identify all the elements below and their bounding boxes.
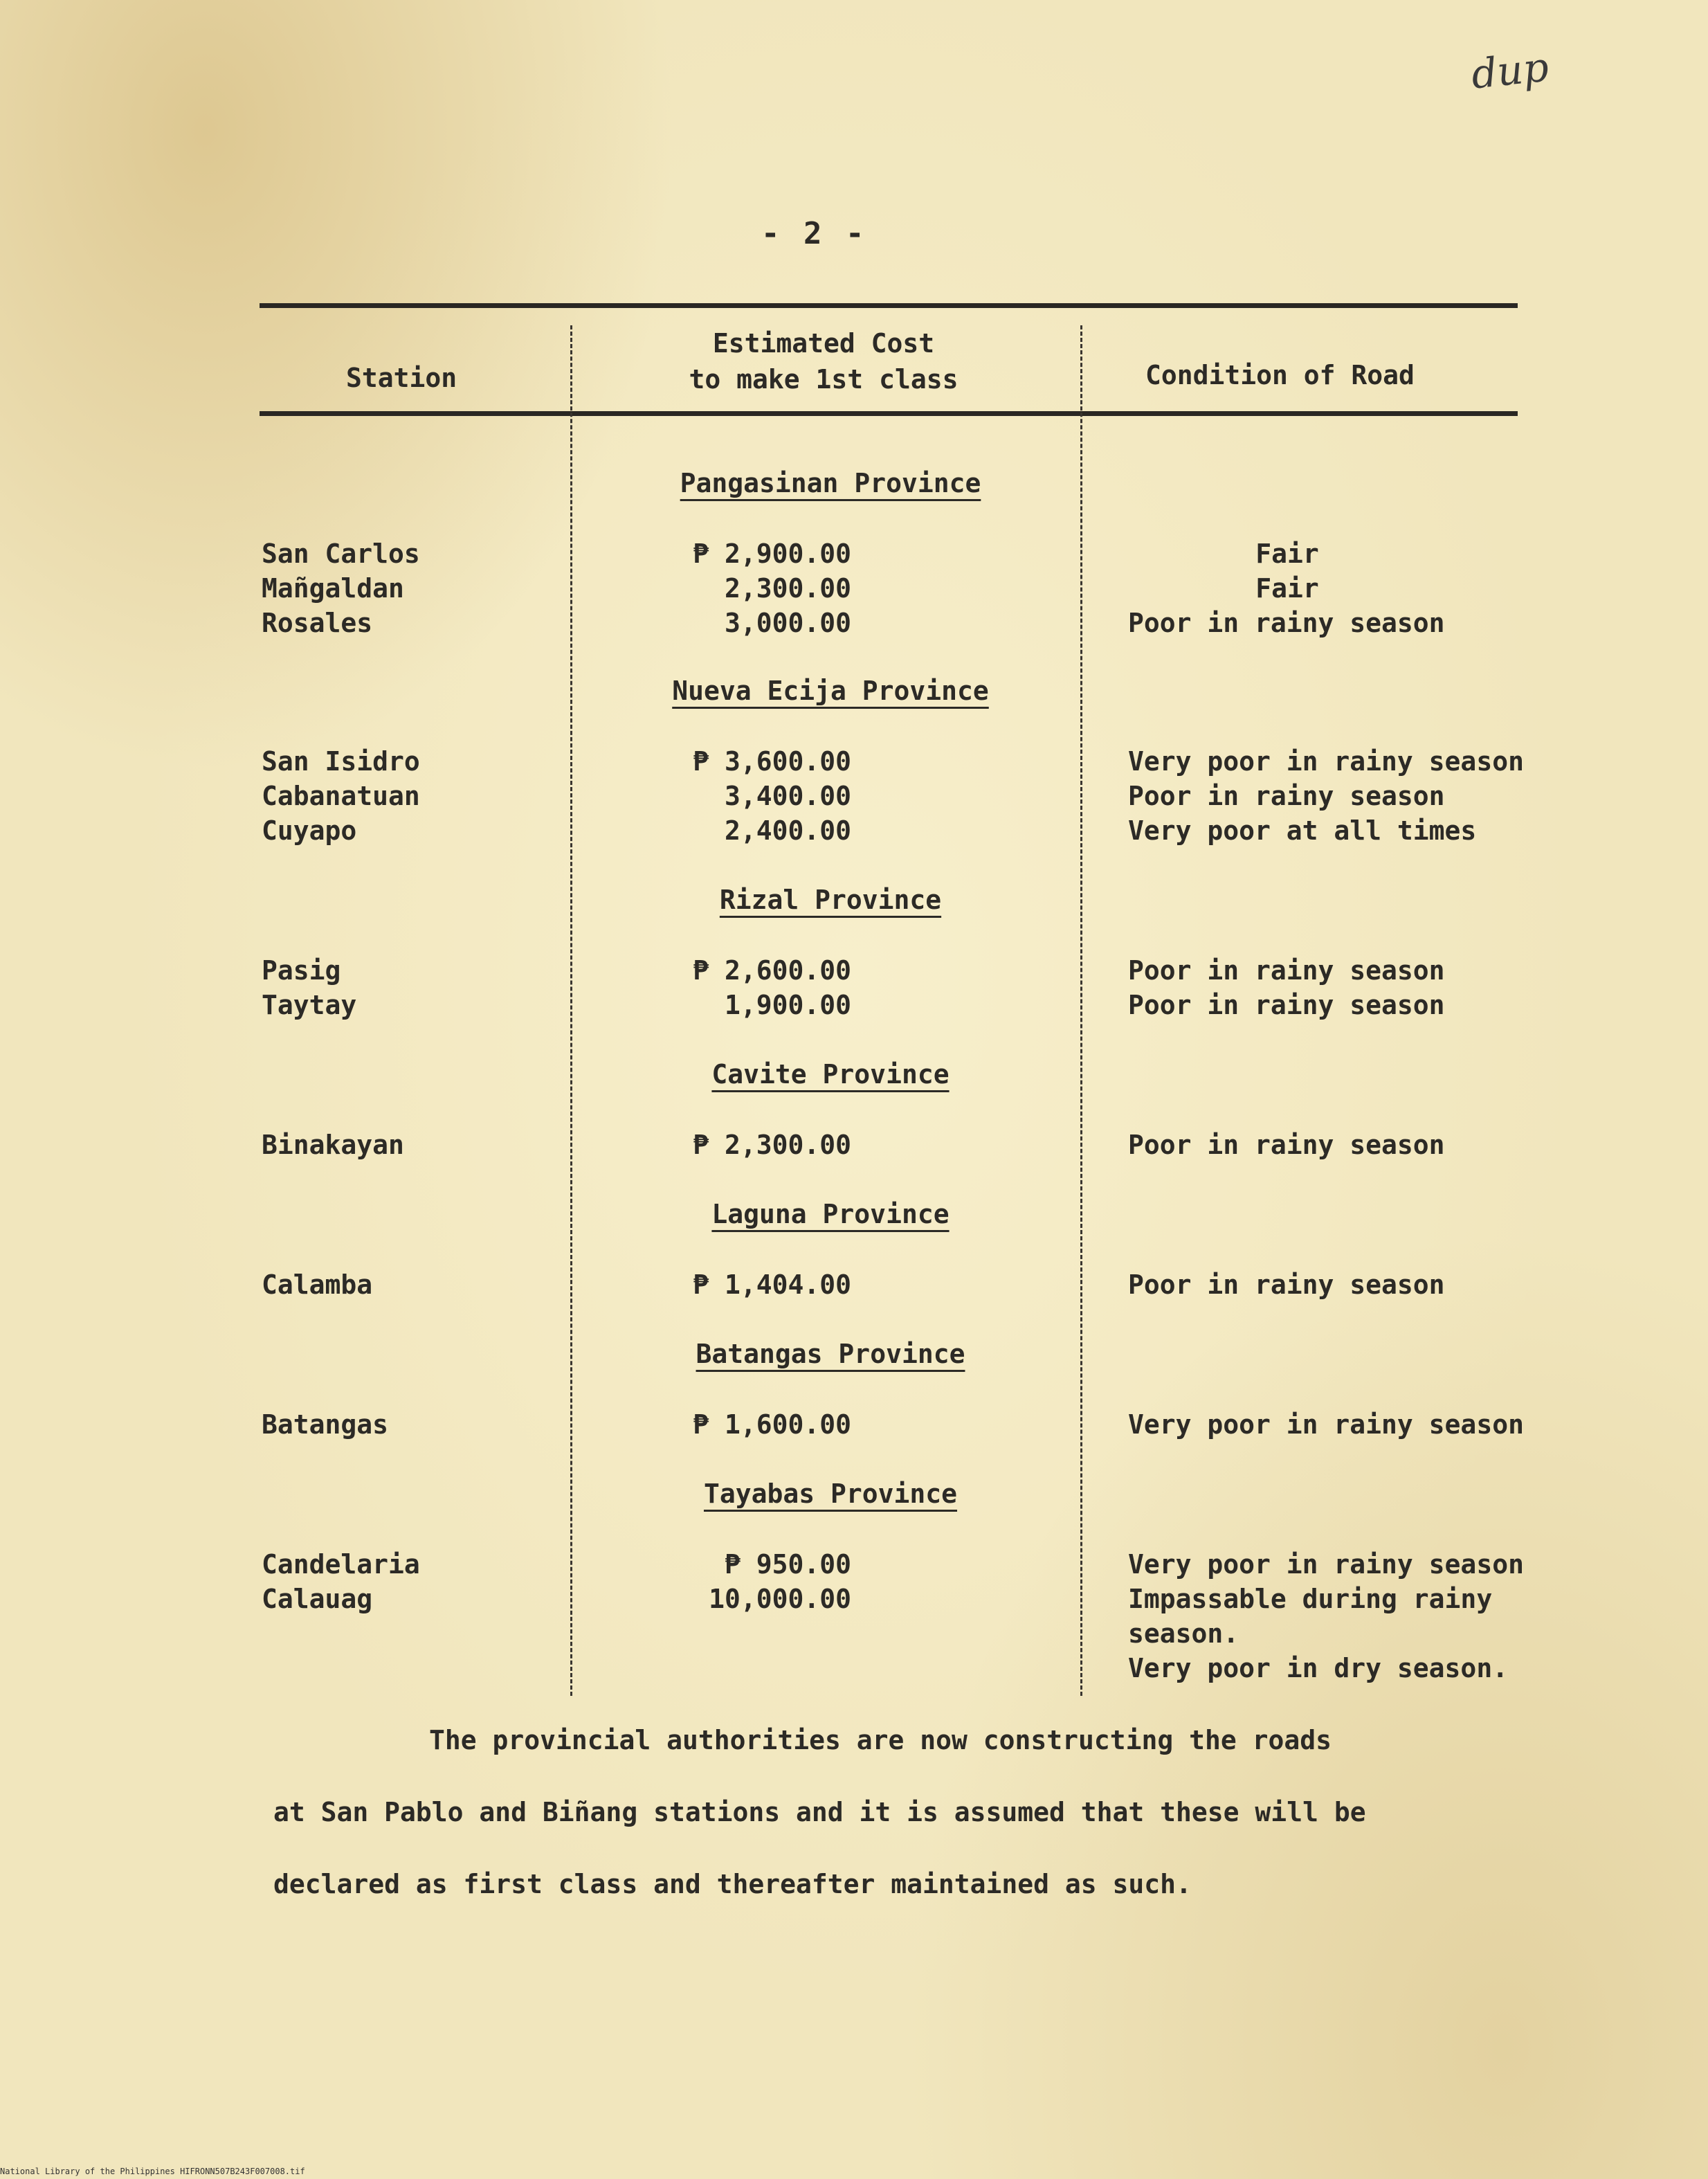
table-row <box>0 1549 1708 1584</box>
estimated-cost: 2,400.00 <box>724 815 851 846</box>
table-row <box>0 1409 1708 1444</box>
road-condition: Very poor in rainy season <box>1128 1549 1524 1580</box>
header-cost-line1: Estimated Cost <box>712 328 935 359</box>
road-condition: Poor in rainy season <box>1128 781 1445 811</box>
estimated-cost: 2,300.00 <box>724 573 851 604</box>
station-name: Calamba <box>262 1269 373 1300</box>
table-row <box>0 955 1708 990</box>
scan-footer: National Library of the Philippines HIFRONN507B243F007008.tif <box>0 2167 305 2176</box>
section-title: Pangasinan Province <box>680 468 981 498</box>
estimated-cost: ₱ 1,600.00 <box>693 1409 851 1440</box>
road-condition: Poor in rainy season <box>1128 1130 1445 1160</box>
paragraph-line: at San Pablo and Biñang stations and it is assumed that these will be <box>273 1797 1366 1827</box>
table-row <box>0 746 1708 781</box>
station-name: San Isidro <box>262 746 420 777</box>
table-row <box>0 1130 1708 1164</box>
section-title: Cavite Province <box>711 1059 950 1090</box>
estimated-cost: 3,400.00 <box>724 781 851 811</box>
station-name: Cuyapo <box>262 815 357 846</box>
paragraph-line: declared as first class and thereafter maintained as such. <box>273 1869 1192 1899</box>
station-name: Taytay <box>262 990 357 1020</box>
station-name: Calauag <box>262 1584 373 1614</box>
table-row <box>0 1269 1708 1304</box>
section-title: Rizal Province <box>719 885 942 915</box>
header-cost-line2: to make 1st class <box>689 364 959 395</box>
table-row <box>0 781 1708 815</box>
table-row <box>0 815 1708 850</box>
estimated-cost: 10,000.00 <box>709 1584 851 1614</box>
road-condition: Poor in rainy season <box>1128 1269 1445 1300</box>
handwritten-note: dup <box>1469 43 1551 98</box>
estimated-cost: ₱ 1,404.00 <box>693 1269 851 1300</box>
table-row <box>0 1584 1708 1618</box>
estimated-cost: ₱ 2,900.00 <box>693 539 851 569</box>
road-condition: Poor in rainy season <box>1128 990 1445 1020</box>
estimated-cost: 1,900.00 <box>724 990 851 1020</box>
table-row <box>0 1653 1708 1688</box>
road-condition: Fair <box>1255 539 1319 569</box>
header-condition: Condition of Road <box>1145 360 1415 390</box>
station-name: Mañgaldan <box>262 573 404 604</box>
road-condition: Fair <box>1255 573 1319 604</box>
road-condition: season. <box>1128 1618 1239 1649</box>
road-condition: Poor in rainy season <box>1128 608 1445 638</box>
table-row <box>0 1618 1708 1653</box>
page-number: - 2 - <box>761 216 867 251</box>
road-condition: Impassable during rainy <box>1128 1584 1493 1614</box>
estimated-cost: ₱ 2,300.00 <box>693 1130 851 1160</box>
road-condition: Poor in rainy season <box>1128 955 1445 986</box>
section-title: Nueva Ecija Province <box>672 676 989 706</box>
road-condition: Very poor at all times <box>1128 815 1477 846</box>
road-condition: Very poor in rainy season <box>1128 746 1524 777</box>
station-name: Candelaria <box>262 1549 420 1580</box>
estimated-cost: 3,000.00 <box>724 608 851 638</box>
station-name: Rosales <box>262 608 373 638</box>
station-name: Pasig <box>262 955 341 986</box>
estimated-cost: ₱ 3,600.00 <box>693 746 851 777</box>
road-condition: Very poor in rainy season <box>1128 1409 1524 1440</box>
closing-paragraph <box>273 1704 1561 1920</box>
table-top-rule <box>260 303 1518 308</box>
table-row <box>0 573 1708 608</box>
estimated-cost: ₱ 950.00 <box>724 1549 851 1580</box>
header-estimated-cost <box>664 325 983 397</box>
table-row <box>0 608 1708 642</box>
road-condition: Very poor in dry season. <box>1128 1653 1509 1683</box>
section-title: Tayabas Province <box>703 1479 958 1509</box>
section-title: Batangas Province <box>696 1339 965 1369</box>
station-name: San Carlos <box>262 539 420 569</box>
station-name: Cabanatuan <box>262 781 420 811</box>
header-station: Station <box>346 363 457 393</box>
paragraph-line: The provincial authorities are now constructing the roads <box>429 1725 1332 1755</box>
table-row <box>0 539 1708 573</box>
estimated-cost: ₱ 2,600.00 <box>693 955 851 986</box>
table-row <box>0 990 1708 1024</box>
section-title: Laguna Province <box>711 1199 950 1229</box>
station-name: Batangas <box>262 1409 389 1440</box>
table-header-rule <box>260 411 1518 416</box>
station-name: Binakayan <box>262 1130 404 1160</box>
